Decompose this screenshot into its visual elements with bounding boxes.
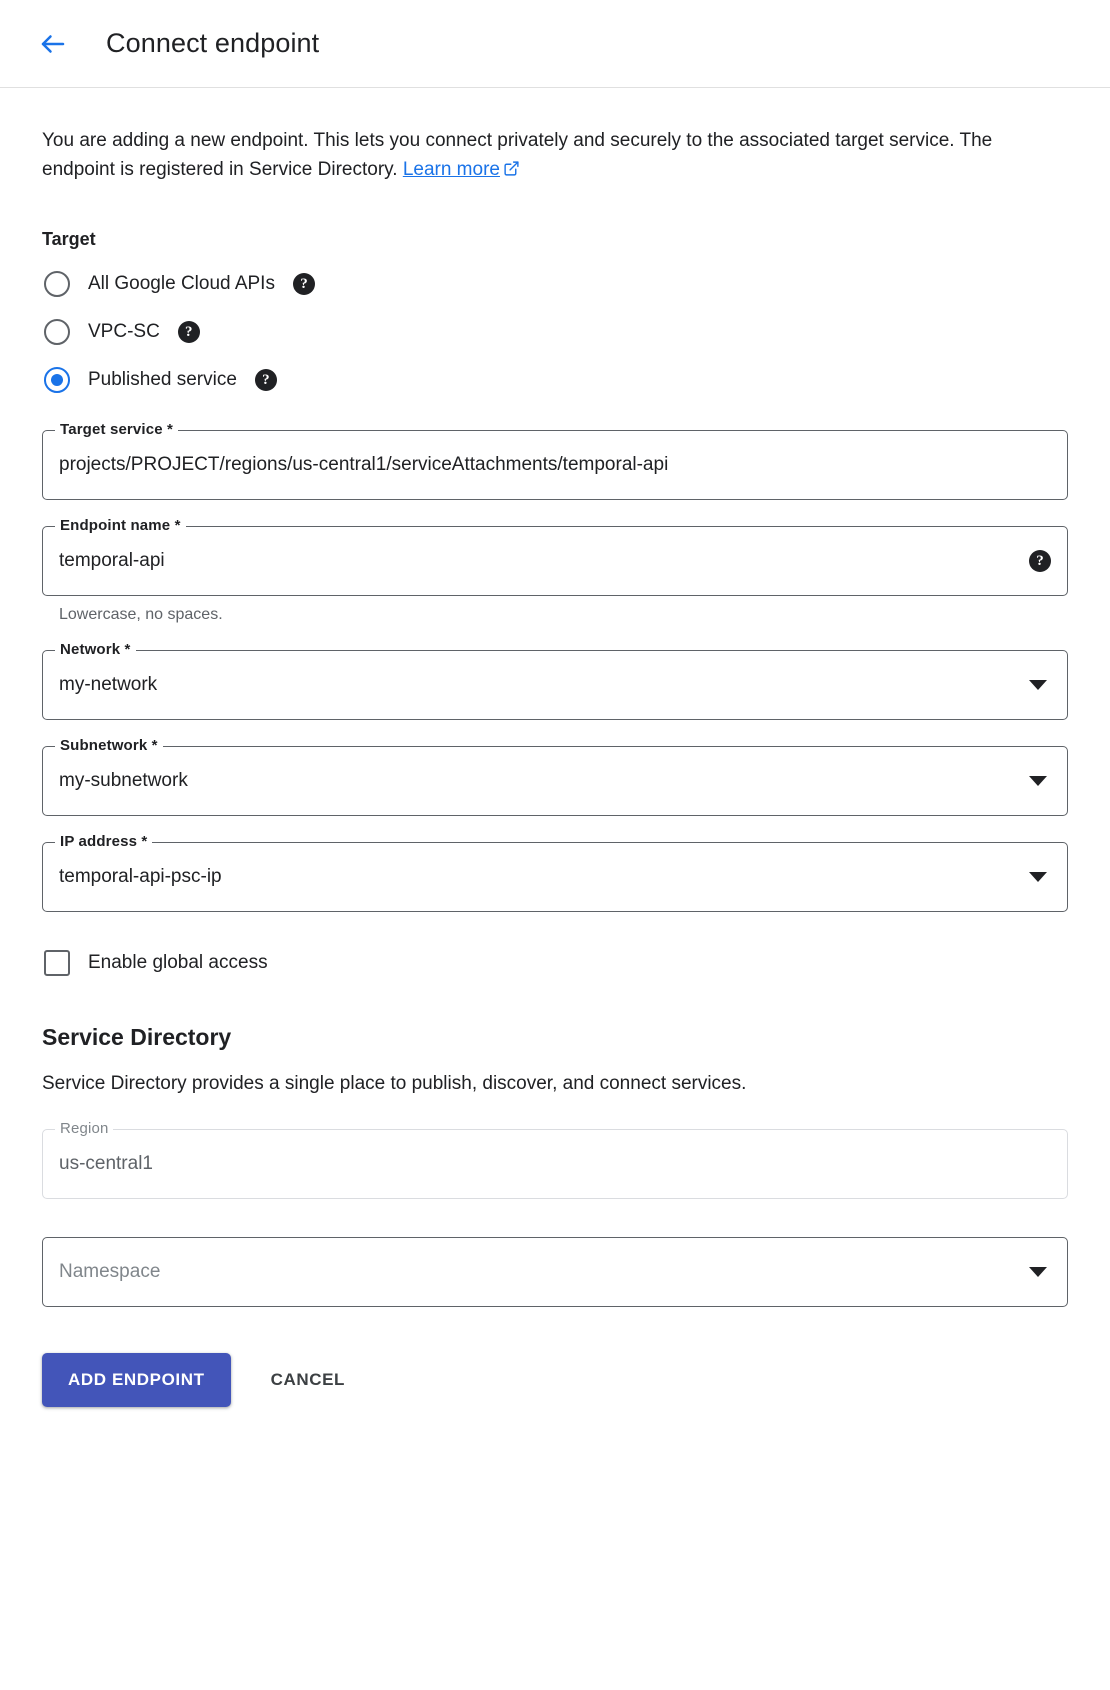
intro-text: You are adding a new endpoint. This lets you connect privately and securely to the associated target service. The endpoint is registered in Service Directory. [42, 130, 993, 181]
page-content [0, 126, 1110, 1467]
ip-address-select[interactable] [42, 832, 1068, 912]
enable-global-access-row[interactable] [42, 950, 1068, 976]
region-value: us-central1 [59, 1152, 153, 1174]
network-legend: Network * [55, 641, 136, 658]
radio-label: Published service [88, 368, 237, 390]
radio-option-vpc-sc[interactable] [42, 308, 1068, 356]
chevron-down-icon[interactable] [1029, 776, 1047, 786]
enable-global-access-checkbox[interactable] [44, 950, 70, 976]
target-service-field[interactable] [42, 420, 1068, 500]
service-directory-title: Service Directory [42, 1023, 232, 1050]
help-icon[interactable]: ? [1029, 550, 1051, 572]
radio-option-published-service[interactable] [42, 356, 1068, 404]
help-icon[interactable]: ? [293, 273, 315, 295]
cancel-button[interactable]: CANCEL [257, 1353, 359, 1407]
enable-global-access-label: Enable global access [88, 951, 268, 973]
service-directory-description: Service Directory provides a single place to publish, discover, and connect services. [42, 1072, 747, 1094]
radio-label: All Google Cloud APIs [88, 272, 275, 294]
radio-option-all-google-cloud-apis[interactable] [42, 260, 1068, 308]
target-service-value: projects/PROJECT/regions/us-central1/serviceAttachments/temporal-api [59, 453, 669, 475]
chevron-down-icon[interactable] [1029, 872, 1047, 882]
region-legend: Region [55, 1120, 113, 1137]
help-icon[interactable]: ? [255, 369, 277, 391]
radio-indicator[interactable] [44, 271, 70, 297]
help-icon[interactable]: ? [178, 321, 200, 343]
page-header [0, 0, 1110, 88]
ip-address-value: temporal-api-psc-ip [59, 865, 222, 887]
ip-address-legend: IP address * [55, 833, 152, 850]
radio-indicator[interactable] [44, 367, 70, 393]
external-link-icon [503, 157, 520, 186]
intro-paragraph [42, 126, 1002, 187]
chevron-down-icon[interactable] [1029, 680, 1047, 690]
subnetwork-legend: Subnetwork * [55, 737, 163, 754]
endpoint-name-value: temporal-api [59, 549, 165, 571]
namespace-placeholder: Namespace [59, 1260, 161, 1282]
subnetwork-value: my-subnetwork [59, 769, 188, 791]
target-service-legend: Target service * [55, 421, 178, 438]
network-value: my-network [59, 673, 158, 695]
back-button[interactable] [30, 21, 76, 67]
radio-indicator[interactable] [44, 319, 70, 345]
endpoint-name-legend: Endpoint name * [55, 517, 186, 534]
arrow-left-icon [38, 29, 68, 59]
subnetwork-select[interactable] [42, 736, 1068, 816]
learn-more-link[interactable]: Learn more [402, 159, 500, 181]
chevron-down-icon[interactable] [1029, 1267, 1047, 1277]
region-field [42, 1119, 1068, 1199]
endpoint-name-helper-text: Lowercase, no spaces. [59, 605, 223, 623]
namespace-select[interactable] [42, 1237, 1068, 1307]
page-title: Connect endpoint [106, 28, 320, 58]
target-section-label: Target [42, 228, 96, 249]
network-select[interactable] [42, 640, 1068, 720]
form-actions [42, 1353, 1068, 1467]
endpoint-name-field[interactable] [42, 516, 1068, 596]
radio-label: VPC-SC [88, 320, 160, 342]
add-endpoint-button[interactable]: ADD ENDPOINT [42, 1353, 231, 1407]
